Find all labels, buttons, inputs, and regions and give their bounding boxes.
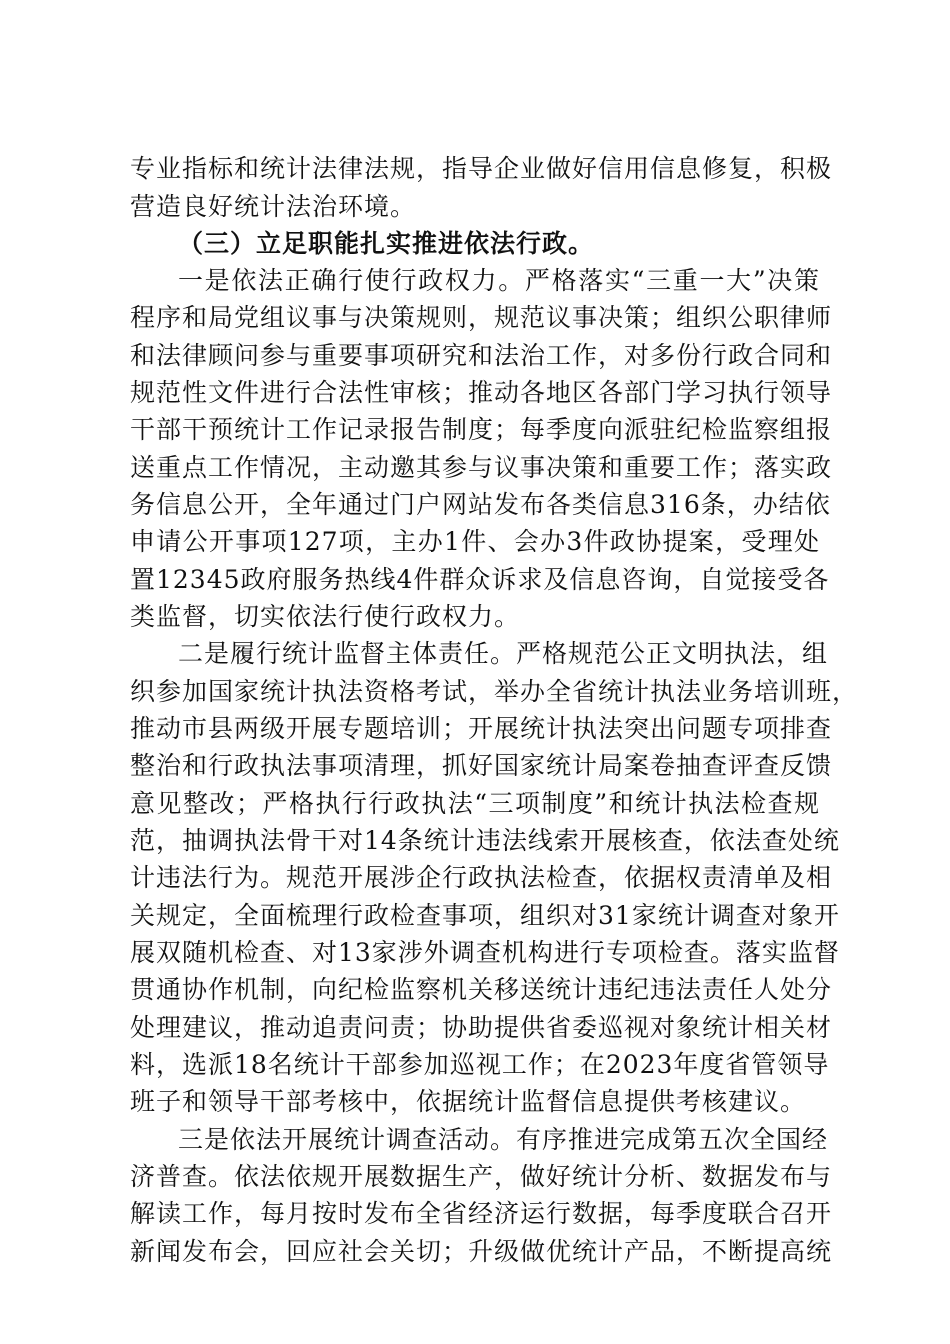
text-line: 展双随机检查、对13家涉外调查机构进行专项检查。落实监督	[130, 938, 840, 967]
text-line: 一是依法正确行使行政权力。严格落实“三重一大”决策	[178, 266, 820, 295]
text-line: 程序和局党组议事与决策规则，规范议事决策；组织公职律师	[130, 303, 833, 332]
text-line: 务信息公开，全年通过门户网站发布各类信息316条，办结依	[130, 490, 831, 519]
text-line: 三是依法开展统计调查活动。有序推进完成第五次全国经	[178, 1125, 829, 1154]
text-line: 处理建议，推动追责问责；协助提供省委巡视对象统计相关材	[130, 1013, 833, 1042]
text-line: 织参加国家统计执法资格考试，举办全省统计执法业务培训班，	[130, 677, 859, 706]
text-line: 贯通协作机制，向纪检监察机关移送统计违纪违法责任人处分	[130, 975, 833, 1004]
text-line: 计违法行为。规范开展涉企行政执法检查，依据权责清单及相	[130, 863, 833, 892]
text-line: 营造良好统计法治环境。	[130, 192, 417, 221]
section-heading: （三）立足职能扎实推进依法行政。	[178, 229, 595, 258]
text-line: 规范性文件进行合法性审核；推动各地区各部门学习执行领导	[130, 378, 833, 407]
text-line: 二是履行统计监督主体责任。严格规范公正文明执法，组	[178, 639, 829, 668]
text-line: 置12345政府服务热线4件群众诉求及信息咨询，自觉接受各	[130, 565, 830, 594]
text-line: 意见整改；严格执行行政执法“三项制度”和统计执法检查规	[130, 789, 820, 818]
text-line: 送重点工作情况，主动邀其参与议事决策和重要工作；落实政	[130, 453, 833, 482]
text-line: 班子和领导干部考核中，依据统计监督信息提供考核建议。	[130, 1087, 807, 1116]
text-line: 关规定，全面梳理行政检查事项，组织对31家统计调查对象开	[130, 901, 840, 930]
text-line: 新闻发布会，回应社会关切；升级做优统计产品，不断提高统	[130, 1237, 833, 1266]
text-line: 类监督，切实依法行使行政权力。	[130, 602, 521, 631]
text-line: 和法律顾问参与重要事项研究和法治工作，对多份行政合同和	[130, 341, 833, 370]
text-line: 范，抽调执法骨干对14条统计违法线索开展核查，依法查处统	[130, 826, 840, 855]
text-line: 申请公开事项127项，主办1件、会办3件政协提案，受理处	[130, 527, 820, 556]
text-line: 推动市县两级开展专题培训；开展统计执法突出问题专项排查	[130, 714, 833, 743]
text-line: 专业指标和统计法律法规，指导企业做好信用信息修复，积极	[130, 154, 833, 183]
text-line: 整治和行政执法事项清理，抓好国家统计局案卷抽查评查反馈	[130, 751, 833, 780]
text-line: 济普查。依法依规开展数据生产，做好统计分析、数据发布与	[130, 1162, 833, 1191]
text-line: 干部干预统计工作记录报告制度；每季度向派驻纪检监察组报	[130, 415, 833, 444]
text-line: 料，选派18名统计干部参加巡视工作；在2023年度省管领导	[130, 1050, 830, 1079]
text-line: 解读工作，每月按时发布全省经济运行数据，每季度联合召开	[130, 1199, 833, 1228]
